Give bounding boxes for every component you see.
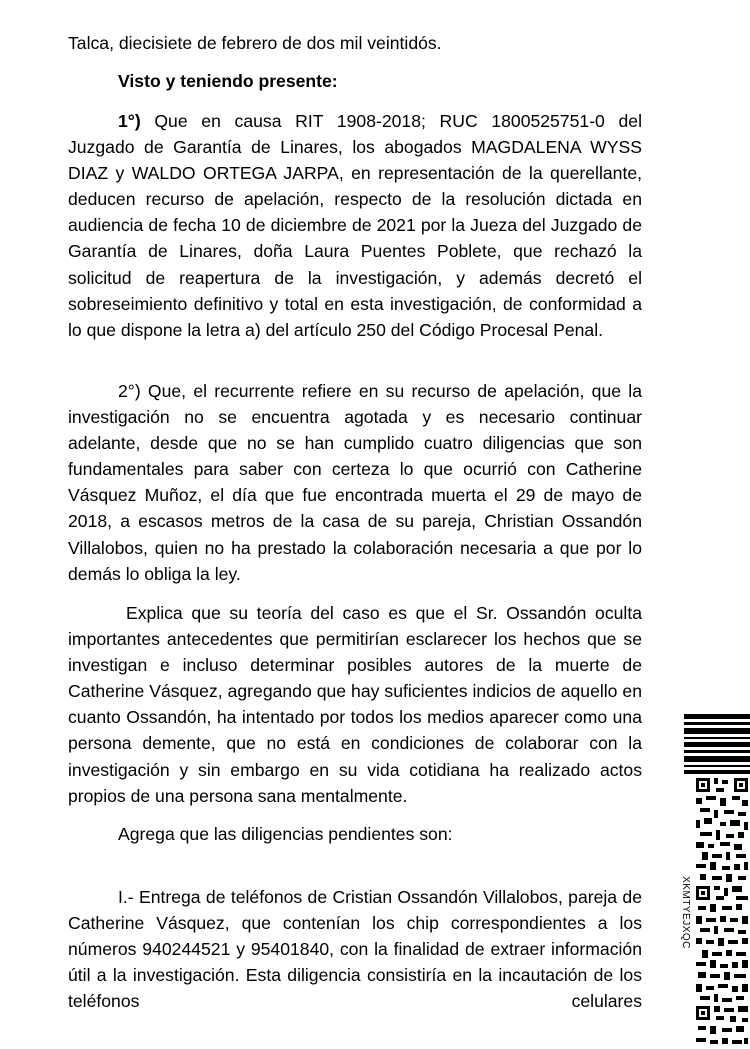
paragraph-2: 2°) Que, el recurrente refiere en su recurso de apelación, que la investigación no se encuentra agotada y es necesario continuar adelante, desde que no se han cumplido cuatro diligencias que son fundamentales para saber con certeza lo que ocurrió con Catherine Vásquez Muñoz, el día que fue encontrada muerta el 29 de mayo de 2018, a escasos metros de la casa de su pareja, Christian Ossandón Villalobos, quien no ha prestado la colaboración necesaria a que por lo demás lo obliga la ley. — [68, 381, 642, 584]
paragraph-1-text: Que en causa RIT 1908-2018; RUC 1800525751-0 del Juzgado de Garantía de Linares, los abogados MAGDALENA WYSS DIAZ y WALDO ORTEGA JARPA, en representación de la querellante, deducen recurso de apelación, respecto de la resolución dictada en audiencia de fecha 10 de diciembre de 2021 por la Jueza del Juzgado de Garantía de Linares, doña Laura Puentes Poblete, que rechazó la solicitud de reapertura de la investigación, y además decretó el sobreseimiento definitivo y total en esta investigación, de conformidad a lo que dispone la letra a) del artículo 250 del Código Procesal Penal. — [68, 111, 642, 340]
paragraph-1 — [68, 108, 642, 343]
paragraph-3 — [68, 600, 642, 809]
paragraph-1-number: 1°) — [118, 111, 141, 131]
date-line: Talca, diecisiete de febrero de dos mil veintidós. — [68, 33, 442, 53]
barcode-icon — [684, 714, 750, 776]
verification-code-text: XKMTYEJXQC — [679, 876, 691, 949]
paragraph-3-text: Explica que su teoría del caso es que el Sr. Ossandón oculta importantes antecedentes que permitirían esclarecer los hechos que se investigan e incluso determinar posibles autores de la muerte de Catherine Vásquez, agregando que hay suficientes indicios de aquello en cuanto Ossandón, ha intentado por todos los medios aparecer como una persona demente, que no está en condiciones de colaborar con la investigación y sin embargo en su vida cotidiana ha realizado actos propios de una persona sana mentalmente. — [68, 603, 642, 806]
verification-code-label — [676, 776, 694, 1049]
section-heading: Visto y teniendo presente: — [118, 71, 338, 91]
paragraph-5: I.- Entrega de teléfonos de Cristian Ossandón Villalobos, pareja de Catherine Vásquez, que contenían los chip correspondientes a los números 940244521 y 95401840, con la finalidad de extraer información útil a la investigación. Esta diligencia consistiría en la incautación de los teléfonos celulares — [68, 887, 642, 1012]
paragraph-4: Agrega que las diligencias pendientes son: — [118, 824, 453, 844]
